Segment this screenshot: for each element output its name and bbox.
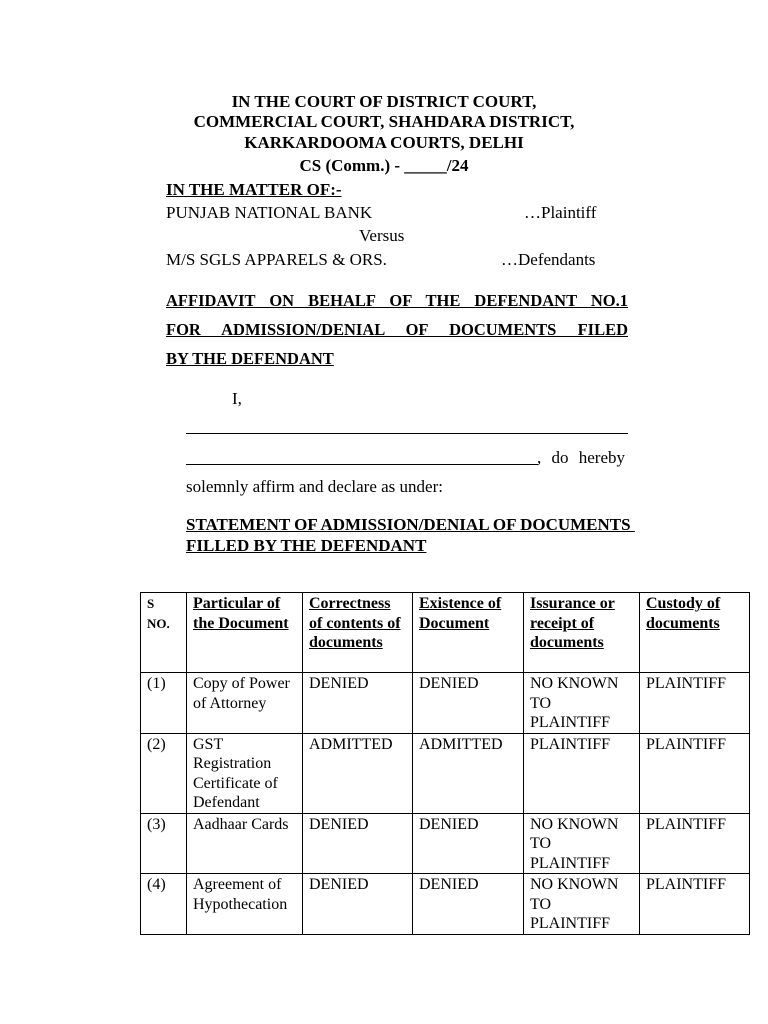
cell-correctness: DENIED bbox=[303, 813, 413, 874]
case-number: CS (Comm.) - _____/24 bbox=[299, 156, 469, 175]
plaintiff-name: PUNJAB NATIONAL BANK bbox=[166, 203, 373, 222]
cell-custody: PLAINTIFF bbox=[640, 673, 750, 734]
deponent-name-blank-2[interactable] bbox=[186, 464, 538, 465]
versus-label: Versus bbox=[359, 226, 405, 245]
cell-sno: (2) bbox=[141, 733, 187, 813]
cell-correctness: ADMITTED bbox=[303, 733, 413, 813]
table-row bbox=[141, 813, 750, 874]
header-issuance: Issurance or receipt of documents bbox=[524, 593, 640, 673]
header-correctness: Correctness of contents of documents bbox=[303, 593, 413, 673]
cell-particular: Copy of Power of Attorney bbox=[187, 673, 303, 734]
cell-issuance: NO KNOWN TO PLAINTIFF bbox=[524, 813, 640, 874]
affirm-text: solemnly affirm and declare as under: bbox=[186, 477, 443, 496]
cell-existence: DENIED bbox=[413, 813, 524, 874]
deponent-name-blank-1[interactable] bbox=[186, 433, 628, 434]
cell-particular: GST Registration Certificate of Defendant bbox=[187, 733, 303, 813]
header-particular: Particular of the Document bbox=[187, 593, 303, 673]
cell-sno: (4) bbox=[141, 874, 187, 935]
matter-label: IN THE MATTER OF:- bbox=[166, 180, 342, 199]
plaintiff-role: …Plaintiff bbox=[524, 203, 597, 222]
table-row bbox=[141, 733, 750, 813]
court-name-line-1: IN THE COURT OF DISTRICT COURT, bbox=[231, 92, 537, 111]
cell-particular: Agreement of Hypothecation bbox=[187, 874, 303, 935]
table-row bbox=[141, 673, 750, 734]
documents-table bbox=[140, 592, 750, 935]
cell-custody: PLAINTIFF bbox=[640, 813, 750, 874]
header-sno: S NO. bbox=[141, 593, 187, 673]
cell-sno: (3) bbox=[141, 813, 187, 874]
cell-correctness: DENIED bbox=[303, 874, 413, 935]
cell-issuance: NO KNOWN TO PLAINTIFF bbox=[524, 874, 640, 935]
cell-issuance: PLAINTIFF bbox=[524, 733, 640, 813]
table-row bbox=[141, 874, 750, 935]
header-custody: Custody of documents bbox=[640, 593, 750, 673]
affidavit-title-line-1: AFFIDAVIT ON BEHALF OF THE DEFENDANT NO.1 bbox=[166, 291, 628, 310]
cell-particular: Aadhaar Cards bbox=[187, 813, 303, 874]
court-name-line-3: KARKARDOOMA COURTS, DELHI bbox=[244, 133, 524, 152]
cell-sno: (1) bbox=[141, 673, 187, 734]
defendant-name: M/S SGLS APPARELS & ORS. bbox=[166, 250, 387, 269]
statement-title-line-1: STATEMENT OF ADMISSION/DENIAL OF DOCUMENTS bbox=[186, 515, 635, 534]
cell-custody: PLAINTIFF bbox=[640, 733, 750, 813]
statement-title-line-2: FILLED BY THE DEFENDANT bbox=[186, 536, 427, 555]
cell-correctness: DENIED bbox=[303, 673, 413, 734]
declaration-opening: I, bbox=[232, 389, 242, 408]
affidavit-title-line-2: FOR ADMISSION/DENIAL OF DOCUMENTS FILED bbox=[166, 320, 628, 339]
cell-issuance: NO KNOWN TO PLAINTIFF bbox=[524, 673, 640, 734]
cell-existence: ADMITTED bbox=[413, 733, 524, 813]
table-header-row bbox=[141, 593, 750, 673]
cell-existence: DENIED bbox=[413, 874, 524, 935]
cell-custody: PLAINTIFF bbox=[640, 874, 750, 935]
defendant-role: …Defendants bbox=[501, 250, 596, 269]
affidavit-title-line-3: BY THE DEFENDANT bbox=[166, 349, 334, 368]
court-name-line-2: COMMERCIAL COURT, SHAHDARA DISTRICT, bbox=[193, 112, 575, 131]
do-hereby-text: , do hereby bbox=[537, 448, 626, 467]
header-existence: Existence of Document bbox=[413, 593, 524, 673]
cell-existence: DENIED bbox=[413, 673, 524, 734]
